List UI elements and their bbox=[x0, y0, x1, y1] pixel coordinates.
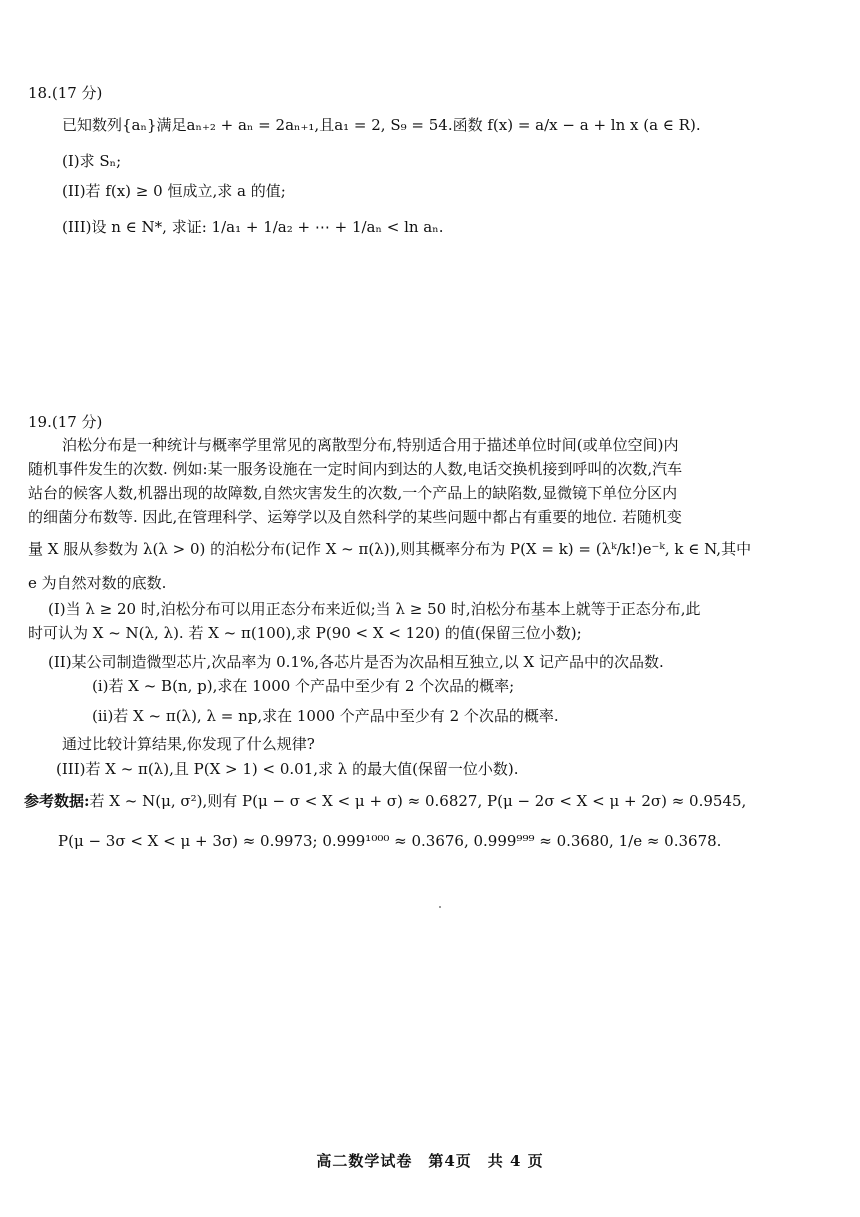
q18-part2: (II)若 f(x) ≥ 0 恒成立,求 a 的值; bbox=[62, 182, 286, 200]
q19-paragraph-line: 泊松分布是一种统计与概率学里常见的离散型分布,特别适合用于描述单位时间(或单位空间)内 bbox=[62, 436, 679, 454]
q18-header: 18.(17 分) bbox=[28, 84, 103, 102]
reference-line-1: 若 X ~ N(μ, σ²),则有 P(μ − σ < X < μ + σ) ≈ 0.6827, P(μ − 2σ < X < μ + 2σ) ≈ 0.9545, bbox=[89, 792, 747, 810]
q19-part1-line: 时可认为 X ~ N(λ, λ). 若 X ~ π(100),求 P(90 < X < 120) 的值(保留三位小数); bbox=[28, 624, 582, 642]
reference-label: 参考数据: bbox=[24, 792, 90, 810]
q19-paragraph-line: 随机事件发生的次数. 例如:某一服务设施在一定时间内到达的人数,电话交换机接到呼叫的次数,汽车 bbox=[28, 460, 683, 478]
q19-part1-line: (I)当 λ ≥ 20 时,泊松分布可以用正态分布来近似;当 λ ≥ 50 时,泊松分布基本上就等于正态分布,此 bbox=[48, 600, 701, 618]
q19-part2-i: (i)若 X ~ B(n, p),求在 1000 个产品中至少有 2 个次品的概率; bbox=[92, 677, 515, 695]
q18-part3: (III)设 n ∈ N*, 求证: 1/a₁ + 1/a₂ + ⋯ + 1/aₙ < ln aₙ. bbox=[62, 218, 444, 236]
q18-part1: (I)求 Sₙ; bbox=[62, 152, 122, 170]
q19-paragraph-line: e 为自然对数的底数. bbox=[28, 574, 167, 592]
scan-speck bbox=[439, 906, 441, 908]
q19-paragraph-line: 站台的候客人数,机器出现的故障数,自然灾害发生的次数,一个产品上的缺陷数,显微镜下单位分区内 bbox=[28, 484, 678, 502]
page-footer: 高二数学试卷 第4页 共 4 页 bbox=[316, 1152, 544, 1170]
q19-part2-ii: (ii)若 X ~ π(λ), λ = np,求在 1000 个产品中至少有 2 个次品的概率. bbox=[92, 707, 559, 725]
q19-part2: (II)某公司制造微型芯片,次品率为 0.1%,各芯片是否为次品相互独立,以 X 记产品中的次品数. bbox=[48, 653, 664, 671]
q19-part3: (III)若 X ~ π(λ),且 P(X > 1) < 0.01,求 λ 的最大值(保留一位小数). bbox=[56, 760, 519, 778]
q19-header: 19.(17 分) bbox=[28, 413, 103, 431]
q19-reference-data bbox=[24, 790, 746, 812]
q19-paragraph-line: 量 X 服从参数为 λ(λ > 0) 的泊松分布(记作 X ~ π(λ)),则其概率分布为 P(X = k) = (λᵏ/k!)e⁻ᵏ, k ∈ N,其中 bbox=[28, 540, 752, 558]
reference-line-2: P(μ − 3σ < X < μ + 3σ) ≈ 0.9973; 0.999¹⁰⁰⁰ ≈ 0.3676, 0.999⁹⁹⁹ ≈ 0.3680, 1/e ≈ 0.3678. bbox=[58, 832, 722, 850]
q19-paragraph-line: 的细菌分布数等. 因此,在管理科学、运筹学以及自然科学的某些问题中都占有重要的地位. 若随机变 bbox=[28, 508, 682, 526]
q19-part2-compare: 通过比较计算结果,你发现了什么规律? bbox=[62, 735, 315, 753]
q18-stem: 已知数列{aₙ}满足aₙ₊₂ + aₙ = 2aₙ₊₁,且a₁ = 2, S₉ = 54.函数 f(x) = a/x − a + ln x (a ∈ R). bbox=[62, 116, 701, 134]
